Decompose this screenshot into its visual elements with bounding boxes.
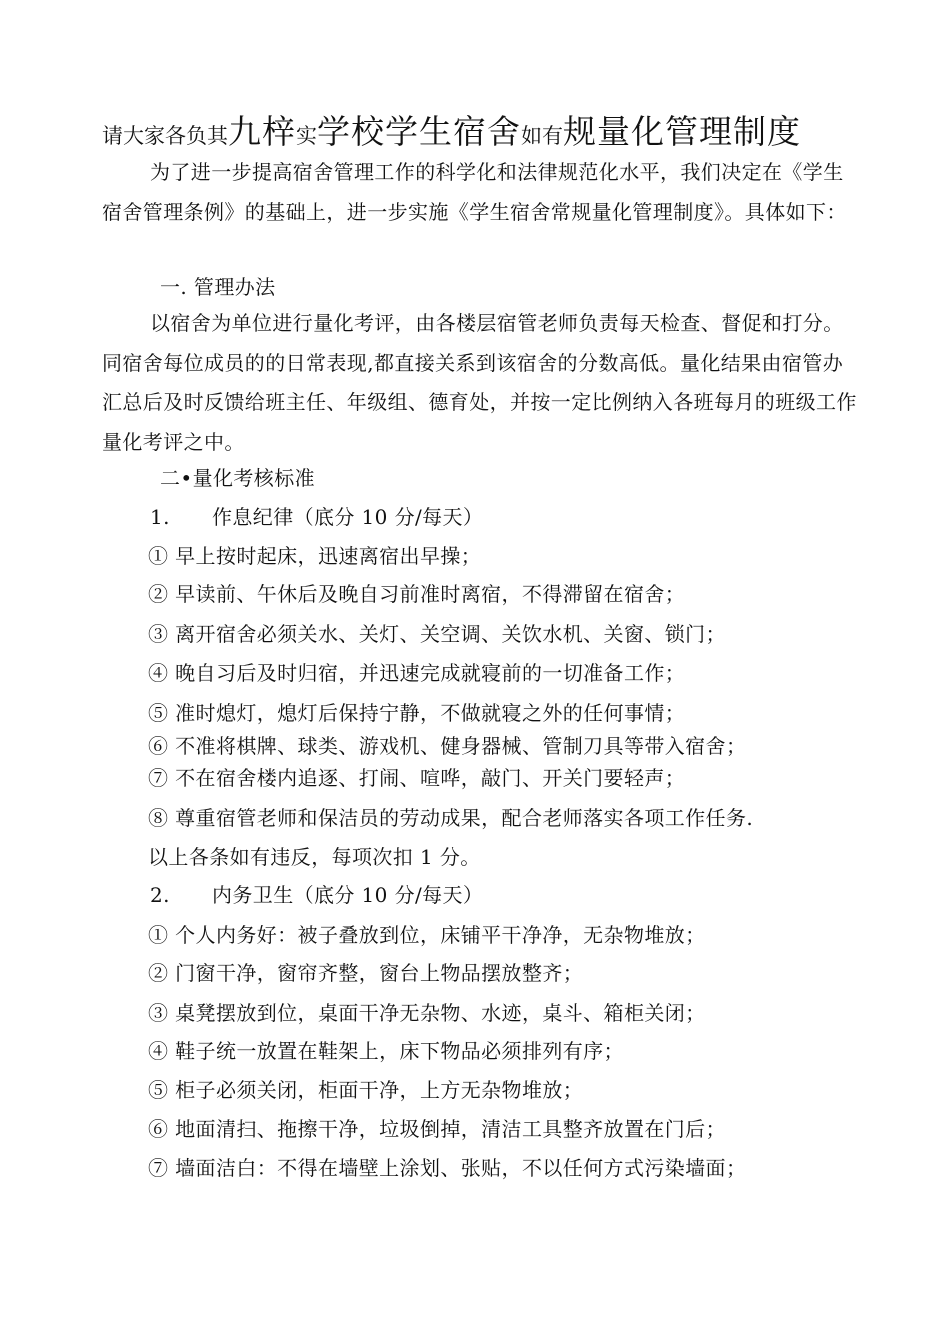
subsection-label: 内务卫生（底分 10 分/每天）	[212, 883, 484, 907]
title-fragment: 实	[296, 124, 317, 148]
title-fragment: 九梓	[228, 112, 296, 151]
list-item: ③ 桌凳摆放到位，桌面干净无杂物、水迹，桌斗、箱柜关闭；	[148, 1001, 706, 1025]
subsection-heading	[150, 502, 483, 532]
list-item: ③ 离开宿舍必须关水、关灯、关空调、关饮水机、关窗、锁门；	[148, 622, 726, 646]
list-item: ⑦ 不在宿舍楼内追逐、打闹、喧哗，敲门、开关门要轻声；	[148, 766, 686, 790]
list-item: ⑤ 柜子必须关闭，柜面干净，上方无杂物堆放；	[148, 1078, 584, 1102]
subsection-label: 作息纪律（底分 10 分/每天）	[212, 505, 484, 529]
list-item: ① 个人内务好：被子叠放到位，床铺平干净净，无杂物堆放；	[148, 923, 706, 947]
list-item: ⑥ 地面清扫、拖擦干净，垃圾倒掉，清洁工具整齐放置在门后；	[148, 1117, 726, 1141]
title-fragment: 如有	[521, 124, 563, 148]
title-fragment: 请大家各负其	[102, 124, 228, 148]
list-item: ⑤ 准时熄灯，熄灯后保持宁静，不做就寝之外的任何事情；	[148, 701, 686, 725]
subsection-heading	[150, 880, 483, 910]
subsection-number: 1.	[150, 505, 170, 529]
list-item: ② 门窗干净，窗帘齐整，窗台上物品摆放整齐；	[148, 961, 584, 985]
section-heading: 一. 管理办法	[160, 275, 276, 299]
section-body: 以宿舍为单位进行量化考评，由各楼层宿管老师负责每天检查、督促和打分。同宿舍每位成员的的日常表现,都直接关系到该宿舍的分数高低。量化结果由宿管办汇总后及时反馈给班主任、年级组、德育处，并按一定比例纳入各班每月的班级工作量化考评之中。	[102, 311, 857, 454]
list-item: ② 早读前、午休后及晚自习前准时离宿，不得滞留在宿舍；	[148, 582, 686, 606]
title-fragment: 学校学生宿舍	[317, 112, 521, 151]
list-item: ④ 晚自习后及时归宿，并迅速完成就寝前的一切准备工作；	[148, 661, 686, 685]
list-note: 以上各条如有违反，每项次扣 1 分。	[148, 845, 481, 869]
list-item: ⑥ 不准将棋牌、球类、游戏机、健身器械、管制刀具等带入宿舍；	[148, 734, 747, 758]
list-item: ⑦ 墙面洁白：不得在墙壁上涂划、张贴，不以任何方式污染墙面；	[148, 1156, 747, 1180]
title-fragment: 规量化管理制度	[563, 112, 801, 151]
intro-paragraph: 为了进一步提高宿舍管理工作的科学化和法律规范化水平，我们决定在《学生宿舍管理条例》的基础上，进一步实施《学生宿舍常规量化管理制度》。具体如下：	[102, 160, 847, 224]
section-heading: 二•量化考核标准	[160, 466, 315, 490]
list-item: ① 早上按时起床，迅速离宿出早操；	[148, 544, 482, 568]
subsection-number: 2.	[150, 883, 170, 907]
list-item: ④ 鞋子统一放置在鞋架上，床下物品必须排列有序；	[148, 1039, 624, 1063]
list-item: ⑧ 尊重宿管老师和保洁员的劳动成果，配合老师落实各项工作任务.	[148, 806, 754, 830]
